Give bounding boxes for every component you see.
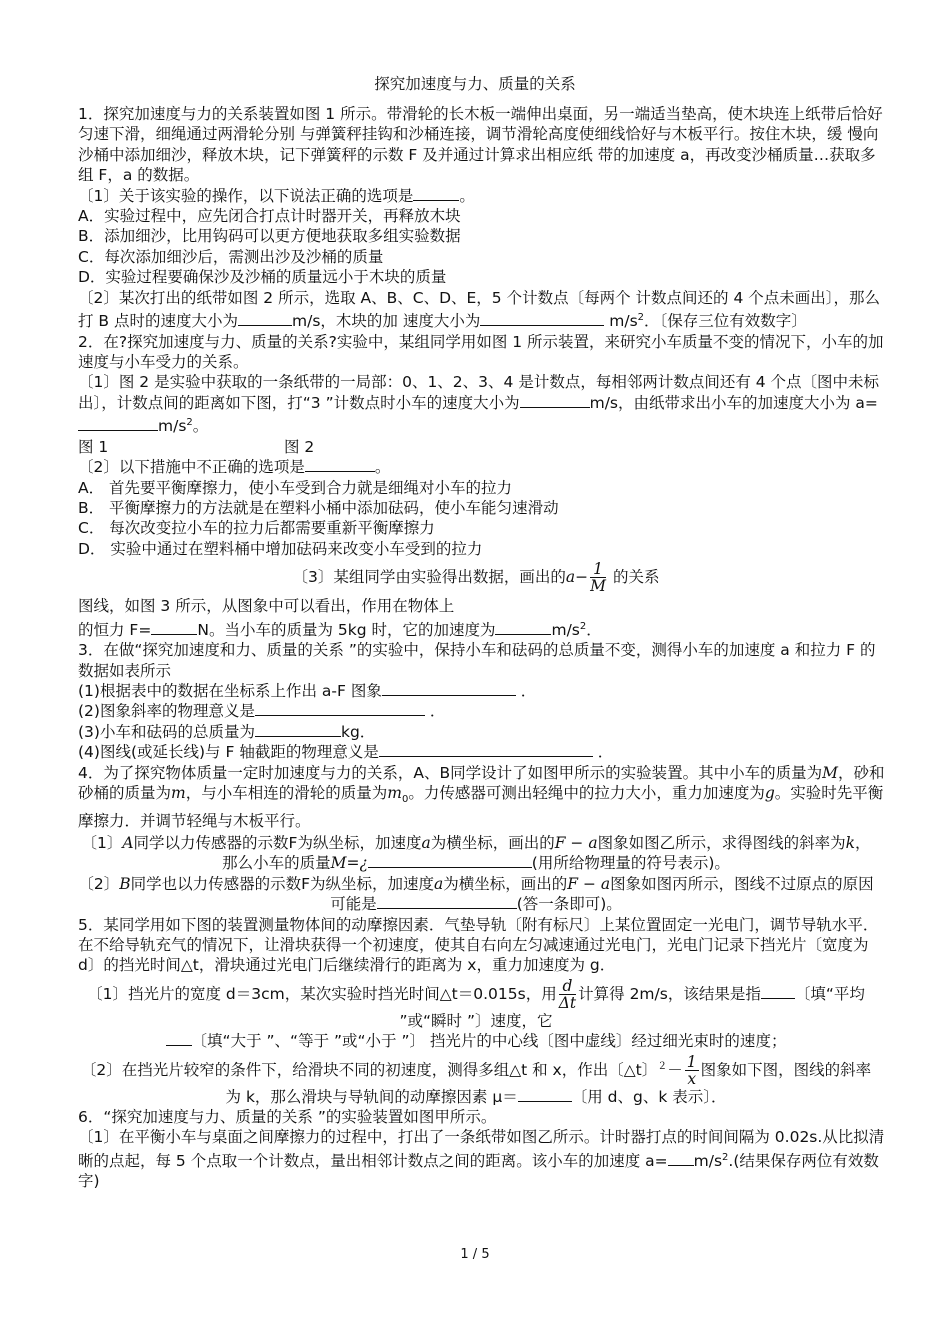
- q6-stem: 6．“探究加速度与力、质量的关系 ”的实验装置如图甲所示。: [78, 1108, 497, 1127]
- q2-part3-line2: 图线，如图 3 所示，从图象中可以看出，作用在物体上: [78, 597, 455, 616]
- q1-part1: 〔1〕关于该实验的操作，以下说法正确的选项是 。: [78, 186, 475, 205]
- q3-sub4: (4)图线(或延长线)与 F 轴截距的物理意义是 ．: [78, 743, 614, 762]
- page-title: 探究加速度与力、质量的关系: [374, 75, 576, 93]
- q4-part2: 〔2〕B同学也以力传感器的示数F为纵坐标，加速度a为横坐标，画出的F − a图象如图丙所示，图线不过原点的原因可能是 (答一条即可)。: [78, 874, 874, 914]
- q4-stem: 4．为了探究物体质量一定时加速度与力的关系，A、B同学设计了如图甲所示的实验装置。其中小车的质量为M，砂和砂桶的质量为m，与小车相连的滑轮的质量为$m_0$。力传感器可测出轻绳中的拉力大小，重力加速度为g。实验时先平衡摩擦力．并调节轻绳与木板平行。: [78, 763, 885, 830]
- q1-stem: 1．探究加速度与力的关系装置如图 1 所示。带滑轮的长木板一端伸出桌面，另一端适当垫高，使木块连上纸带后恰好匀速下滑，细绳通过两滑轮分别 与弹簧秤挂钩和沙桶连接，调节滑轮高度使细线恰好与木板平行。按住木块，缓 慢向沙桶中添加细沙，释放木块，记下弹簧秤的示数 F 及并通过计算求出相应纸 带的加速度 a，再改变沙桶质量…获取多组 F，a 的数据。: [78, 105, 883, 185]
- q5-fraction-d-dt: $\frac{d}{\Delta t}$: [558, 976, 577, 1012]
- q3-stem: 3．在做“探究加速度和力、质量的关系 ”的实验中，保持小车和砝码的总质量不变，测得小车的加速度 a 和拉力 F 的数据如表所示: [78, 641, 876, 680]
- q2-part3-line3: 的恒力 F= N。当小车的质量为 5kg 时，它的加速度为 $m/s^2$．: [78, 620, 602, 639]
- page-number: 1 / 5: [460, 1247, 490, 1262]
- q1-option-c: C．每次添加细沙后，需测出沙及沙桶的质量: [78, 247, 384, 266]
- q2-fraction: $\frac{1}{M}$: [590, 560, 607, 596]
- q2-part1: 〔1〕图 2 是实验中获取的一条纸带的一局部：0、1、2、3、4 是计数点，每相邻两计数点间还有 4 个点〔图中未标出〕，计数点间的距离如下图，打“3 ”计数点时小车的速度大小为 m/s，由纸带求出小车的加速度大小为 $a=m/s^2$。: [78, 373, 880, 436]
- q5-part2: 〔2〕在挡光片较窄的条件下，给滑块不同的初速度，测得多组△t 和 x，作出〔△t〕$^2$－ $\frac{1}{x}$ 图象如下图，图线的斜率为 k，那么滑块与导轨间的动摩擦因素 μ＝ 〔用 d、g、k 表示〕．: [80, 1052, 872, 1106]
- document-body: [66, 104, 886, 1192]
- q5-fraction-1-x: $\frac{1}{x}$: [686, 1052, 697, 1088]
- q3-sub3: (3)小车和砝码的总质量为 kg．: [78, 722, 376, 741]
- q1-option-b: B．添加细沙，比用钩码可以更方便地获取多组实验数据: [78, 227, 461, 246]
- q2-part3: 〔3〕某组同学由实验得出数据，画出的a− $\frac{1}{M}$ 的关系: [292, 560, 660, 596]
- q3-sub1: (1)根据表中的数据在坐标系上作出 a-F 图象 ．: [78, 682, 537, 701]
- q2-part2: 〔2〕以下措施中不正确的选项是 。: [78, 458, 391, 477]
- q3-sub2: (2)图象斜率的物理意义是 ．: [78, 702, 446, 721]
- q6-part1: 〔1〕在平衡小车与桌面之间摩擦力的过程中，打出了一条纸带如图乙所示。计时器打点的时间间隔为 0.02s.从比拟清晰的点起，每 5 个点取一个计数点，量出相邻计数点之间的距离。该小车的加速度 $a= m/s^2$.(结果保存两位有效数字): [78, 1128, 885, 1191]
- q1-part2: 〔2〕某次打出的纸带如图 2 所示，选取 A、B、C、D、E，5 个计数点〔每两个 计数点间还的 4 个点未画出〕，那么打 B 点时的速度大小为 m/s，木块的加 速度大小为 $m/s^2$．〔保存三位有效数字〕: [78, 288, 880, 331]
- q2-option-c: C． 每次改变拉小车的拉力后都需要重新平衡摩擦力: [78, 519, 435, 538]
- q2-option-b: B． 平衡摩擦力的方法就是在塑料小桶中添加砝码，使小车能匀速滑动: [78, 499, 559, 518]
- q5-stem: 5．某同学用如下图的装置测量物体间的动摩擦因素．气垫导轨〔附有标尺〕上某位置固定一光电门，调节导轨水平．在不给导轨充气的情况下，让滑块获得一个初速度，使其自右向左匀减速通过光电门，光电门记录下挡光片〔宽度为 d〕的挡光时间△t，滑块通过光电门后继续滑行的距离为 x，重力加速度为 g．: [78, 915, 879, 975]
- figure-1-label: 图 1: [78, 437, 109, 456]
- figure-2-label: 图 2: [284, 437, 315, 456]
- q4-part1: 〔1〕A同学以力传感器的示数F为纵坐标，加速度a为横坐标，画出的F − a图象如图乙所示，求得图线的斜率为k，那么小车的质量M=¿ (用所给物理量的符号表示)。: [81, 833, 871, 873]
- q2-figure-labels: [66, 437, 886, 457]
- q2-stem: 2．在?探究加速度与力、质量的关系?实验中，某组同学用如图 1 所示装置，来研究小车质量不变的情况下，小车的加速度与小车受力的关系。: [78, 332, 884, 372]
- q5-part1-cont: 〔填“大于 ”、“等于 ”或“小于 ”〕 挡光片的中心线〔图中虚线〕经过细光束时的速度；: [66, 1031, 886, 1051]
- q2-option-a: A． 首先要平衡摩擦力，使小车受到合力就是细绳对小车的拉力: [78, 478, 513, 497]
- q5-part1: 〔1〕挡光片的宽度 d＝3cm，某次实验时挡光时间△t＝0.015s，用 $\frac{d}{\Delta t}$ 计算得 2m/s，该结果是指 〔填“平均 ”或“瞬时 ”〕速度，它: [87, 976, 865, 1030]
- q1-option-a: A．实验过程中，应先闭合打点计时器开关，再释放木块: [78, 207, 461, 226]
- q1-option-d: D．实验过程要确保沙及沙桶的质量远小于木块的质量: [78, 268, 447, 287]
- q2-option-d: D． 实验中通过在塑料桶中增加砝码来改变小车受到的拉力: [78, 539, 483, 558]
